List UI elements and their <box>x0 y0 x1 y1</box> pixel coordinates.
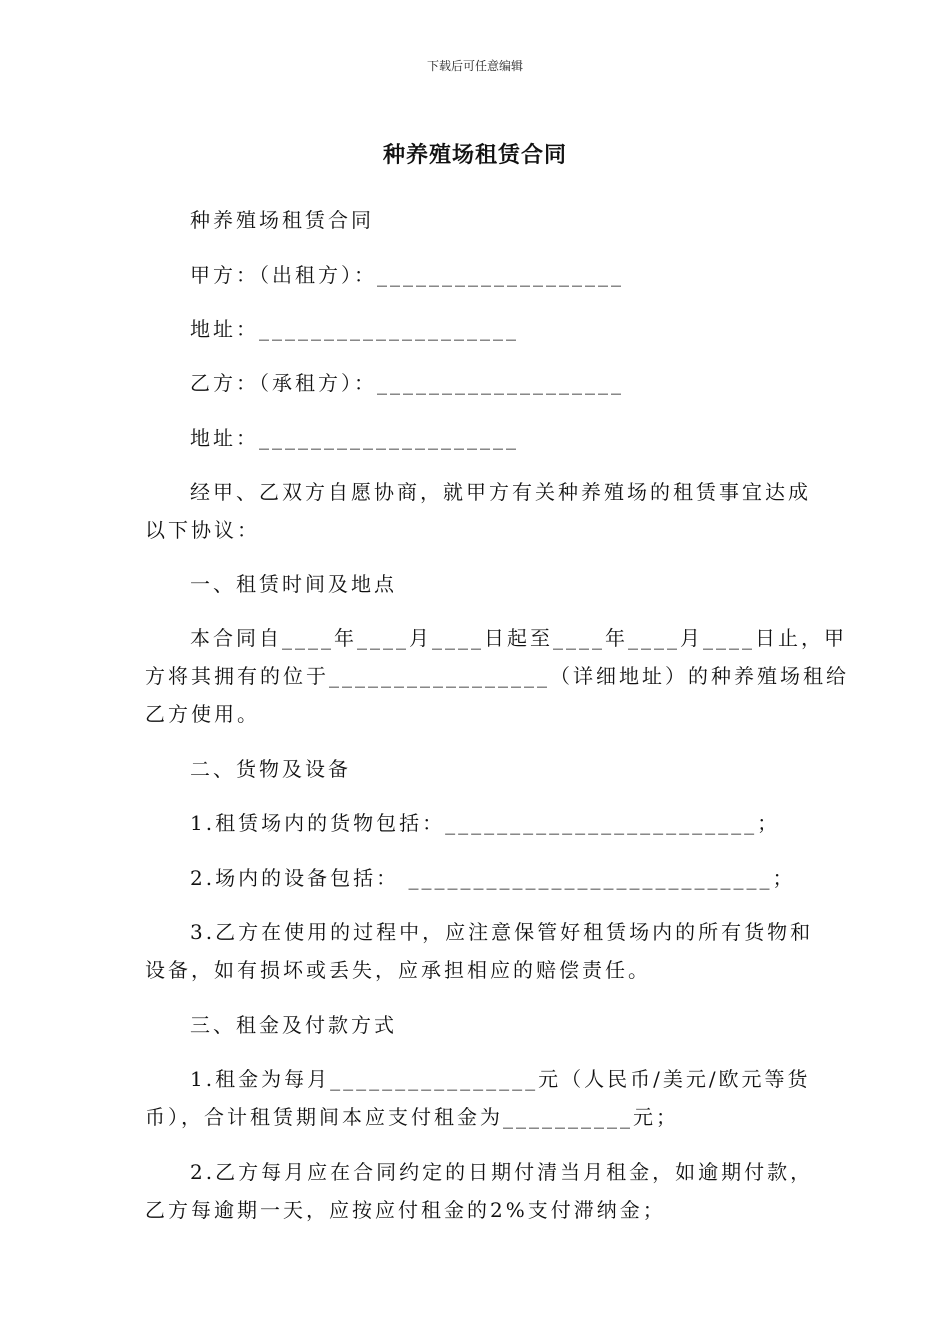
section-1-line-3: 乙方使用。 <box>145 702 260 726</box>
section-3-heading: 三、租金及付款方式 <box>190 1013 397 1037</box>
party-b-address-line: 地址：____________________ <box>190 426 519 450</box>
section-2-item-3-line-1: 3.乙方在使用的过程中，应注意保管好租赁场内的所有货物和 <box>190 920 814 944</box>
section-1-line-2: 方将其拥有的位于_________________（详细地址）的种养殖场租给 <box>145 664 849 688</box>
section-3-item-1-line-2: 币），合计租赁期间本应支付租金为__________元； <box>145 1105 679 1129</box>
party-a-line: 甲方：（出租方）：___________________ <box>190 263 624 287</box>
section-2-item-1: 1.租赁场内的货物包括：________________________； <box>190 811 781 835</box>
section-1-line-1: 本合同自____年____月____日起至____年____月____日止，甲 <box>190 626 847 650</box>
intro-line-2: 以下协议： <box>145 518 260 542</box>
section-3-item-2-line-2: 乙方每逾期一天，应按应付租金的2%支付滞纳金； <box>145 1198 666 1222</box>
header-note: 下载后可任意编辑 <box>426 59 523 73</box>
intro-line-1: 经甲、乙双方自愿协商，就甲方有关种养殖场的租赁事宜达成 <box>190 480 811 504</box>
party-a-address-line: 地址：____________________ <box>190 317 519 341</box>
section-2-item-3-line-2: 设备，如有损坏或丢失，应承担相应的赔偿责任。 <box>145 958 651 982</box>
party-b-line: 乙方：（承租方）：___________________ <box>190 371 624 395</box>
section-1-heading: 一、租赁时间及地点 <box>190 572 397 596</box>
section-2-heading: 二、货物及设备 <box>190 757 351 781</box>
section-2-item-2: 2.场内的设备包括： ____________________________； <box>190 866 796 890</box>
section-3-item-1-line-1: 1.租金为每月________________元（人民币/美元/欧元等货 <box>190 1067 811 1091</box>
subtitle-line: 种养殖场租赁合同 <box>190 208 374 232</box>
section-3-item-2-line-1: 2.乙方每月应在合同约定的日期付清当月租金，如逾期付款， <box>190 1160 814 1184</box>
document-title: 种养殖场租赁合同 <box>382 143 567 168</box>
